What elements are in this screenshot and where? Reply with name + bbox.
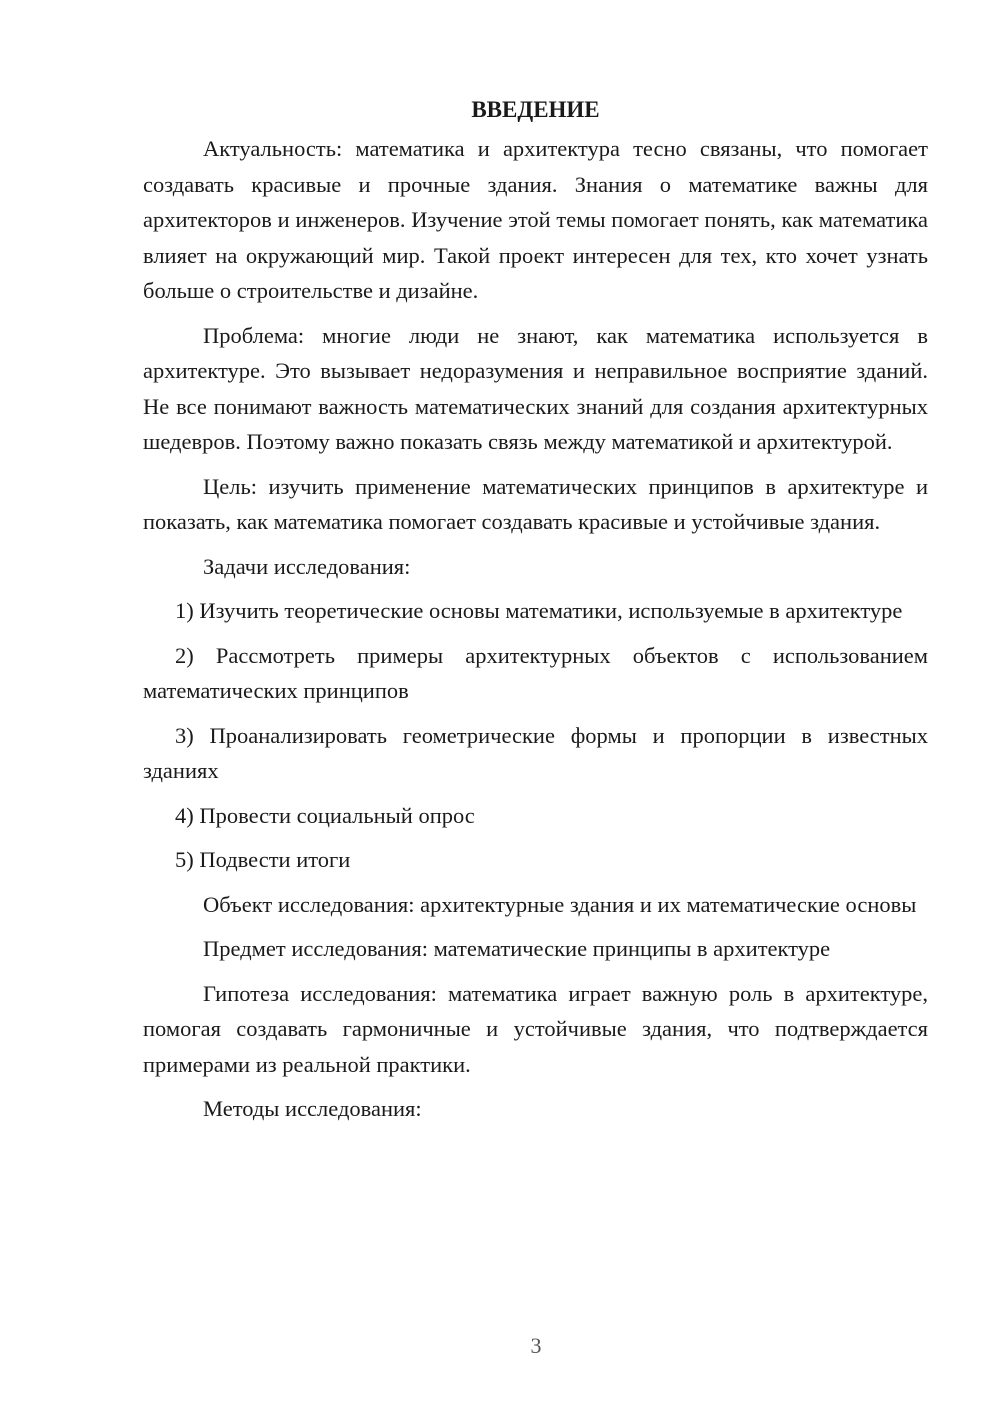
- tasks-heading: Задачи исследования:: [203, 553, 411, 579]
- page-title: ВВЕДЕНИЕ: [471, 97, 600, 122]
- goal-paragraph: Цель: изучить применение математических принципов в архитектуре и показать, как математика помогает создавать красивые и устойчивые здания.: [143, 473, 928, 534]
- task-item: 5) Подвести итоги: [175, 847, 351, 872]
- hypothesis-paragraph: Гипотеза исследования: математика играет важную роль в архитектуре, помогая создавать гармоничные и устойчивые здания, что подтверждается примерами из реальной практики.: [143, 980, 928, 1077]
- object-paragraph: Объект исследования: архитектурные здания и их математические основы: [203, 891, 917, 917]
- relevance-paragraph: Актуальность: математика и архитектура тесно связаны, что помогает создавать красивые и прочные здания. Знания о математике важны для архитекторов и инженеров. Изучение этой темы помогает понять, как математика влияет на окружающий мир. Такой проект интересен для тех, кто хочет узнать больше о строительстве и дизайне.: [143, 136, 928, 303]
- task-item: 3) Проанализировать геометрические формы и пропорции в известных зданиях: [143, 722, 928, 783]
- methods-heading: Методы исследования:: [203, 1096, 422, 1121]
- task-item: 1) Изучить теоретические основы математики, используемые в архитектуре: [175, 598, 903, 623]
- subject-paragraph: Предмет исследования: математические принципы в архитектуре: [203, 936, 831, 961]
- problem-paragraph: Проблема: многие люди не знают, как математика используется в архитектуре. Это вызывает недоразумения и неправильное восприятие зданий. Не все понимают важность математических знаний для создания архитектурных шедевров. Поэтому важно показать связь между математикой и архитектурой.: [143, 322, 928, 454]
- tasks-list: [143, 593, 928, 878]
- page-number: 3: [530, 1333, 542, 1358]
- document-page: [143, 92, 928, 1136]
- task-item: 2) Рассмотреть примеры архитектурных объектов с использованием математических принципов: [143, 642, 928, 703]
- task-item: 4) Провести социальный опрос: [175, 802, 475, 828]
